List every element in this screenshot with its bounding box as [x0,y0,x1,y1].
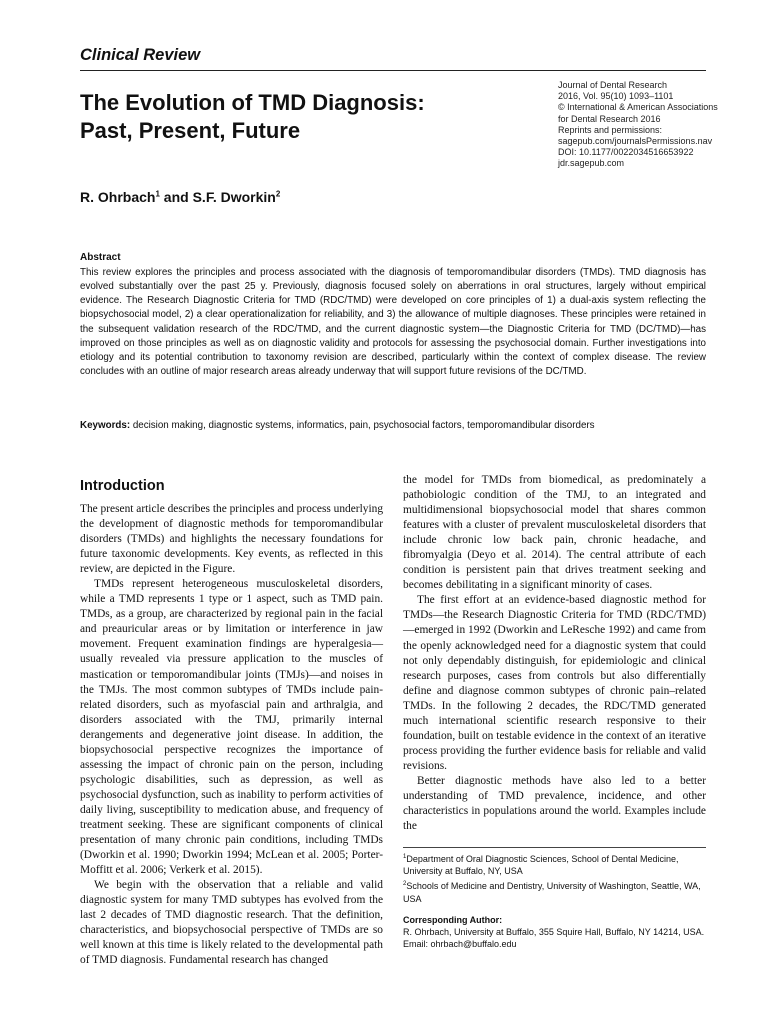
article-title-line-2: Past, Present, Future [80,118,301,143]
affiliation-marker: 2 [403,881,407,888]
affiliation-2 [403,880,706,904]
journal-name: Journal of Dental Research [558,80,668,90]
doi-link[interactable]: DOI: 10.1177/0022034516653922 [558,147,694,158]
abstract-text: This review explores the principles and process associated with the diagnosis of temporomandibular disorders (TMDs). TMD diagnosis has evolved substantially over the past 25 y. Previously, diagnosis focused solely on aberrations in oral structures, largely without empirical evidence. The Research Diagnostic Criteria for TMD (RDC/TMD) were developed on core principles of 1) a dual-axis system reflecting the biopsychosocial model, 2) a clear operationalization for reliability, and 3) the allowance of multiple diagnoses. These principles were retained in the subsequent validation research of the RDC/TMD, and the current diagnostic system—the Diagnostic Criteria for TMD (DC/TMD)—has improved on those principles as well as on diagnostic validity and protocols for assessing the psychosocial domain. Further investigations into etiology and its potential contribution to taxonomy revision are described, particularly within the context of complex disease. The review concludes with an outline of major research areas already underway that will support future revisions of the DC/TMD. [80,267,706,378]
author-name: R. Ohrbach [80,189,156,205]
corresponding-author-address: R. Ohrbach, University at Buffalo, 355 Squire Hall, Buffalo, NY 14214, USA. [403,927,705,938]
body-column-right [403,473,706,834]
footnote-rule [403,847,706,848]
header-rule [80,70,706,71]
affiliation-marker: 1 [403,854,407,860]
corresponding-author-email[interactable]: Email: ohrbach@buffalo.edu [403,939,517,950]
section-heading-introduction: Introduction [80,478,165,494]
section-label: Clinical Review [80,46,201,64]
corresponding-author-heading: Corresponding Author: [403,914,503,925]
body-column-left [80,502,383,968]
author-name: S.F. Dworkin [192,189,276,205]
author-list [80,189,280,205]
journal-volume: 2016, Vol. 95(10) 1093–1101 [558,91,674,102]
body-paragraph: We begin with the observation that a reliable and valid diagnostic system for many TMD subtypes has evolved from the last 2 decades of TMD diagnostic research. That the definition, characteristics, and biopsychosocial perspective of TMDs are so well known at this time is likely related to the developmental path of TMD diagnosis. Fundamental research has changed [80,879,383,967]
reprints-label: Reprints and permissions: [558,124,663,135]
keywords-label: Keywords: [80,420,131,431]
author-affiliation-marker: 2 [275,189,281,199]
keywords-list: decision making, diagnostic systems, informatics, pain, psychosocial factors, temporomandibular disorders [130,420,595,431]
copyright-line-2: for Dental Research 2016 [558,113,661,124]
abstract-heading: Abstract [80,252,121,263]
affiliation-1 [403,853,706,877]
permissions-link[interactable]: sagepub.com/journalsPermissions.nav [558,136,713,147]
body-paragraph: TMDs represent heterogeneous musculoskeletal disorders, while a TMD represents 1 type or 1 aspect, such as TMD pain. TMDs, as a group, are characterized by regional pain in the facial and preauricular areas or by limitation or interference in jaw movement. Frequent examination findings are hyperalgesia—usually revealed via pressure application to the muscles of mastication or temporomandibular joints (TMJs)—and noises in the TMJs. The most common subtypes of TMDs include pain-related disorders, such as myofascial pain and arthralgia, and disorders associated with the TMJ, primarily internal derangements and degenerative joint disease. In addition, the biopsychosocial perspective recognizes the importance of assessing the impact of chronic pain on the person, including psychologic disabilities, such as depression, as well as psychosocial dysfunction, such as inability to perform activities of daily living, susceptibility to medication abuse, and frequency of treatment seeking. These are significant components of clinical presentation of many chronic pain conditions, including TMDs (Dworkin et al. 1990; Dworkin 1994; McLean et al. 2005; Porter-Moffitt et al. 2006; Verkerk et al. 2015). [80,578,383,877]
journal-site-link[interactable]: jdr.sagepub.com [558,158,625,169]
journal-meta [558,80,733,170]
body-paragraph: The first effort at an evidence-based diagnostic method for TMDs—the Research Diagnostic Criteria for TMD (RDC/TMD)—emerged in 1992 (Dworkin and LeResche 1992) and came from the openly acknowledged need for a diagnostic system that could not only dependably distinguish, for epidemiologic and clinical research purposes, cases from controls but also differentially define and diagnose common subtypes of chronic pain–related TMDs. In the following 2 decades, the RDC/TMD generated much international scientific research responsive to their foundation, built on testable evidence in the context of an iterative process providing the further evidence basis for reliable and valid revisions. [403,594,706,772]
affiliation-text: Department of Oral Diagnostic Sciences, School of Dental Medicine, University at Buffalo, NY, USA [403,854,679,877]
article-title-line-1: The Evolution of TMD Diagnosis: [80,90,425,115]
author-affiliation-marker: 1 [155,189,160,199]
author-joiner: and [159,189,193,205]
affiliation-text: Schools of Medicine and Dentistry, University of Washington, Seattle, WA, USA [403,881,701,904]
footnotes [403,853,706,950]
body-paragraph: the model for TMDs from biomedical, as predominately a pathobiologic condition of the TMJ, to an integrated and multidimensional biopsychosocial model that shares common features with a cluster of prevalent musculoskeletal disorders that include chronic low back pain, chronic headache, and fibromyalgia (Deyo et al. 2014). The central attribute of each condition is persistent pain that drives treatment seeking and becomes debilitating in a significant minority of cases. [403,474,706,592]
article-title [80,89,540,145]
body-paragraph: The present article describes the principles and process underlying the development of diagnostic methods for temporomandibular disorders (TMDs) and highlights the necessary foundations for future taxonomic developments. Key events, as reflected in this review, are depicted in the Figure. [80,503,384,576]
keywords [80,420,706,431]
copyright-line: © International & American Associations [558,102,718,113]
body-paragraph: Better diagnostic methods have also led to a better understanding of TMD prevalence, incidence, and other characteristics in populations around the world. Examples include the [403,774,706,833]
